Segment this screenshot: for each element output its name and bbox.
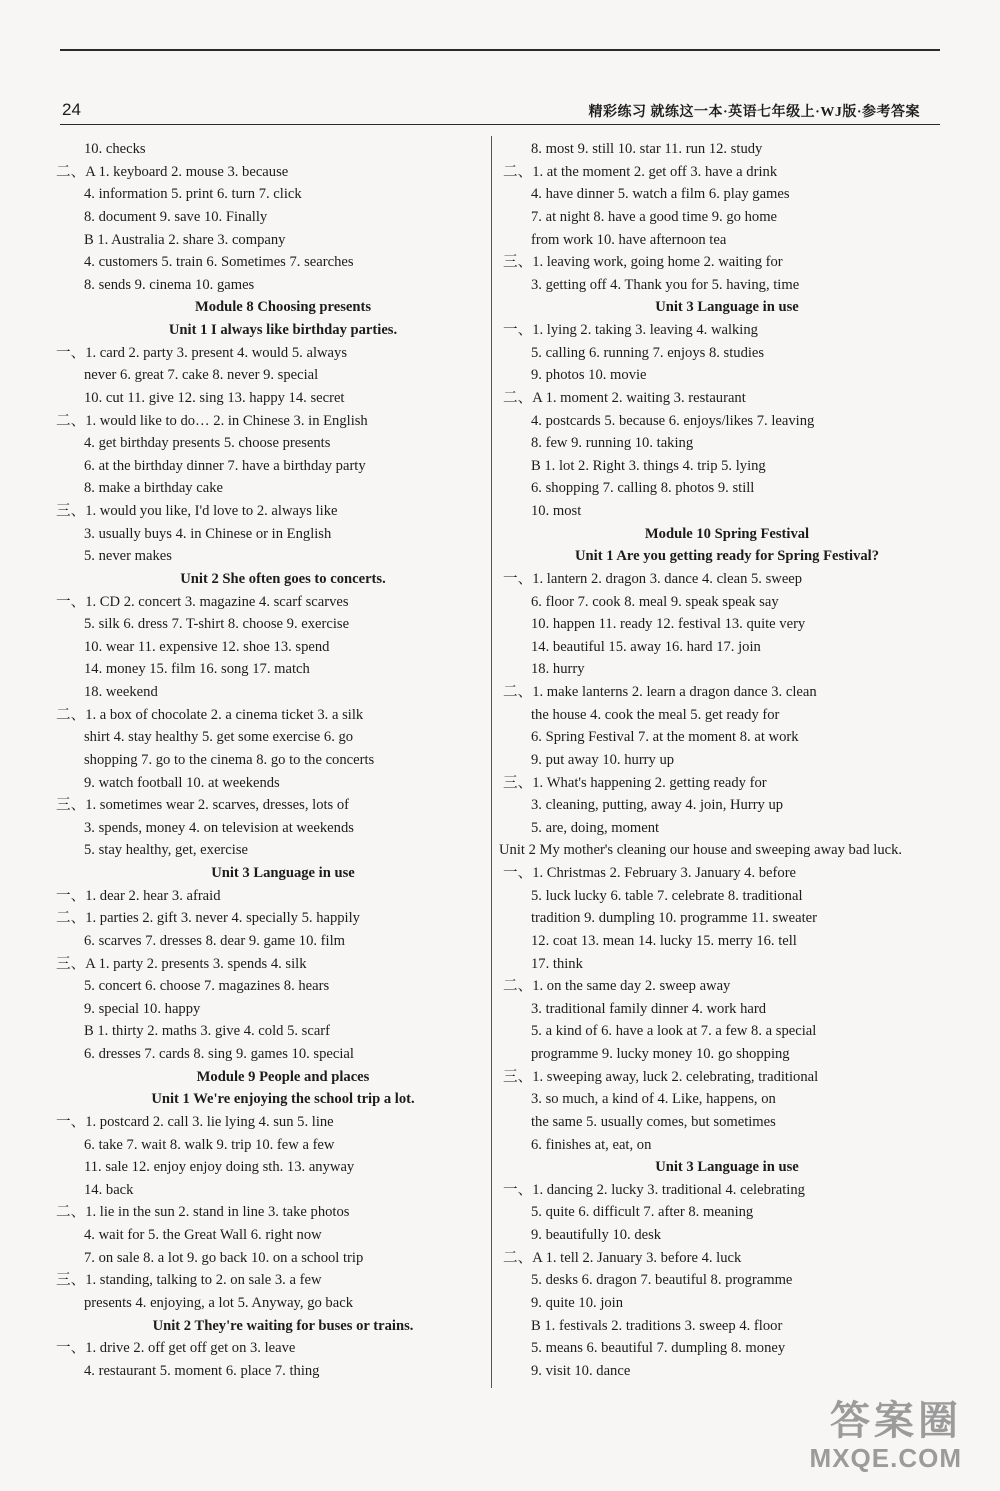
answer-line: 3. so much, a kind of 4. Like, happens, on	[531, 1091, 776, 1108]
answer-line: 二、1. would like to do… 2. in Chinese 3. in English	[56, 412, 368, 429]
answer-line: 4. get birthday presents 5. choose presents	[84, 435, 331, 452]
top-rule	[60, 49, 940, 51]
answer-line: from work 10. have afternoon tea	[531, 231, 727, 248]
header-rule	[60, 124, 940, 125]
answer-line: 6. finishes at, eat, on	[531, 1136, 652, 1153]
answer-line: 一、1. card 2. party 3. present 4. would 5. always	[56, 344, 347, 361]
answer-line: 一、1. drive 2. off get off get on 3. leave	[56, 1340, 296, 1357]
answer-line: 二、1. make lanterns 2. learn a dragon dance 3. clean	[503, 684, 817, 700]
answer-line: 三、A 1. party 2. presents 3. spends 4. silk	[56, 955, 307, 972]
answer-line: shirt 4. stay healthy 5. get some exercise 6. go	[84, 729, 354, 746]
answer-line: 三、1. leaving work, going home 2. waiting for	[503, 254, 783, 271]
answer-line: 5. desks 6. dragon 7. beautiful 8. programme	[531, 1272, 793, 1289]
answer-line: 18. hurry	[531, 661, 585, 678]
answer-line: 14. back	[84, 1181, 134, 1198]
answer-line: 4. information 5. print 6. turn 7. click	[84, 186, 302, 203]
answer-line: 一、1. Christmas 2. February 3. January 4. before	[503, 865, 797, 881]
answer-line: 一、1. postcard 2. call 3. lie lying 4. sun 5. line	[56, 1113, 334, 1130]
answer-line: 10. most	[531, 503, 582, 519]
answer-line: 10. wear 11. expensive 12. shoe 13. spend	[84, 638, 330, 655]
answer-line: 二、1. lie in the sun 2. stand in line 3. take photos	[56, 1204, 350, 1221]
answer-line: 8. most 9. still 10. star 11. run 12. study	[531, 141, 763, 157]
answer-line: 二、1. parties 2. gift 3. never 4. specially 5. happily	[56, 910, 360, 927]
answer-line: 三、1. sweeping away, luck 2. celebrating, traditional	[503, 1068, 819, 1085]
answer-line: 三、1. standing, talking to 2. on sale 3. a few	[56, 1272, 322, 1289]
answer-line: 18. weekend	[84, 684, 158, 700]
answer-line: 二、A 1. keyboard 2. mouse 3. because	[56, 163, 289, 180]
answer-line: 5. stay healthy, get, exercise	[84, 842, 248, 859]
section-heading: Unit 2 They're waiting for buses or trains.	[152, 1317, 414, 1334]
answer-line: 3. spends, money 4. on television at weekends	[84, 819, 354, 836]
answer-line: B 1. lot 2. Right 3. things 4. trip 5. lying	[531, 457, 766, 474]
answer-line: 4. customers 5. train 6. Sometimes 7. searches	[84, 254, 354, 271]
answer-line: 一、1. dear 2. hear 3. afraid	[56, 887, 221, 904]
answer-line: 5. means 6. beautiful 7. dumpling 8. money	[531, 1340, 786, 1357]
answer-line: 9. visit 10. dance	[531, 1362, 631, 1379]
watermark-logo-text: 答案圈	[830, 1399, 962, 1443]
answer-line: 9. put away 10. hurry up	[531, 751, 675, 768]
answer-line: 10. cut 11. give 12. sing 13. happy 14. secret	[84, 389, 345, 406]
answer-line: 4. postcards 5. because 6. enjoys/likes 7. leaving	[531, 412, 815, 429]
answer-line: 6. floor 7. cook 8. meal 9. speak speak say	[531, 593, 779, 610]
answer-line: presents 4. enjoying, a lot 5. Anyway, go back	[84, 1294, 353, 1311]
answer-line: 4. have dinner 5. watch a film 6. play games	[531, 186, 790, 203]
answer-line: 14. beautiful 15. away 16. hard 17. join	[531, 638, 761, 655]
answer-line: 8. few 9. running 10. taking	[531, 435, 694, 452]
answer-line: 6. scarves 7. dresses 8. dear 9. game 10. film	[84, 932, 345, 949]
answer-line: 一、1. dancing 2. lucky 3. traditional 4. celebrating	[503, 1181, 805, 1198]
answer-line: 4. restaurant 5. moment 6. place 7. thing	[84, 1362, 320, 1379]
answer-line: never 6. great 7. cake 8. never 9. special	[84, 367, 319, 384]
answer-line: 7. at night 8. have a good time 9. go home	[531, 208, 778, 225]
section-heading: Unit 1 Are you getting ready for Spring Festival?	[574, 548, 880, 565]
answer-line: B 1. thirty 2. maths 3. give 4. cold 5. scarf	[84, 1023, 331, 1040]
answer-line: 6. shopping 7. calling 8. photos 9. still	[531, 480, 755, 497]
answer-line: 6. dresses 7. cards 8. sing 9. games 10. special	[84, 1046, 354, 1062]
answer-line: 三、1. would you like, I'd love to 2. always like	[56, 503, 338, 519]
answer-line: 6. at the birthday dinner 7. have a birthday party	[84, 457, 366, 474]
answer-line: 二、1. a box of chocolate 2. a cinema ticket 3. a silk	[56, 706, 364, 723]
answer-line: Unit 2 My mother's cleaning our house and sweeping away bad luck.	[499, 842, 903, 859]
answer-line: 5. silk 6. dress 7. T-shirt 8. choose 9. exercise	[84, 616, 350, 633]
right-column	[499, 138, 923, 1382]
answer-line: B 1. Australia 2. share 3. company	[84, 231, 286, 248]
answer-line: 4. wait for 5. the Great Wall 6. right now	[84, 1227, 322, 1243]
answer-line: 5. never makes	[84, 548, 172, 565]
answer-line: the house 4. cook the meal 5. get ready for	[531, 706, 780, 723]
answer-line: 一、1. CD 2. concert 3. magazine 4. scarf scarves	[56, 593, 349, 610]
answer-line: 10. checks	[84, 141, 146, 157]
section-heading: Unit 3 Language in use	[655, 1159, 799, 1176]
section-heading: Module 9 People and places	[196, 1068, 370, 1085]
answer-line: 三、1. What's happening 2. getting ready for	[503, 774, 767, 791]
answer-line: 一、1. lying 2. taking 3. leaving 4. walking	[503, 322, 758, 338]
answer-line: 12. coat 13. mean 14. lucky 15. merry 16. tell	[531, 932, 797, 949]
answer-line: 9. quite 10. join	[531, 1294, 624, 1311]
answer-line: the same 5. usually comes, but sometimes	[531, 1113, 776, 1130]
answer-line: 5. a kind of 6. have a look at 7. a few 8. a special	[531, 1023, 817, 1040]
section-heading: Module 10 Spring Festival	[644, 525, 810, 542]
answer-line: 11. sale 12. enjoy enjoy doing sth. 13. anyway	[84, 1159, 355, 1176]
column-divider	[491, 136, 492, 1388]
answer-line: 5. calling 6. running 7. enjoys 8. studies	[531, 344, 765, 361]
answer-line: 6. take 7. wait 8. walk 9. trip 10. few a few	[84, 1136, 335, 1153]
answer-line: 3. traditional family dinner 4. work hard	[531, 1000, 767, 1017]
answer-line: 9. photos 10. movie	[531, 367, 647, 384]
answer-line: 8. make a birthday cake	[84, 480, 223, 497]
answer-line: 10. happen 11. ready 12. festival 13. quite very	[531, 616, 806, 633]
answer-line: 3. cleaning, putting, away 4. join, Hurry up	[531, 797, 784, 814]
answer-line: 3. getting off 4. Thank you for 5. having, time	[531, 276, 800, 293]
page-number: 24	[62, 100, 81, 119]
answer-line: tradition 9. dumpling 10. programme 11. sweater	[531, 910, 818, 927]
answer-line: 5. are, doing, moment	[531, 819, 660, 836]
answer-line: shopping 7. go to the cinema 8. go to the concerts	[84, 751, 375, 768]
section-heading: Module 8 Choosing presents	[194, 299, 372, 316]
answer-line: 6. Spring Festival 7. at the moment 8. at work	[531, 729, 799, 746]
answer-line: 8. sends 9. cinema 10. games	[84, 276, 255, 293]
answer-line: 9. beautifully 10. desk	[531, 1227, 662, 1243]
answer-line: 三、1. sometimes wear 2. scarves, dresses, lots of	[56, 797, 350, 814]
running-header: 精彩练习 就练这一本·英语七年级上·WJ版·参考答案	[588, 105, 920, 120]
answer-line: 9. watch football 10. at weekends	[84, 774, 280, 791]
answer-line: B 1. festivals 2. traditions 3. sweep 4. floor	[531, 1317, 783, 1334]
answer-line: 二、A 1. moment 2. waiting 3. restaurant	[503, 389, 746, 406]
answer-line: 5. quite 6. difficult 7. after 8. meaning	[531, 1204, 754, 1221]
section-heading: Unit 1 I always like birthday parties.	[168, 322, 398, 338]
section-heading: Unit 3 Language in use	[655, 299, 799, 316]
answer-line: 7. on sale 8. a lot 9. go back 10. on a school trip	[84, 1249, 364, 1266]
watermark	[810, 1399, 962, 1473]
left-column	[56, 138, 482, 1382]
answer-line: 9. special 10. happy	[84, 1000, 201, 1017]
answer-line: 14. money 15. film 16. song 17. match	[84, 661, 310, 678]
answer-line: 一、1. lantern 2. dragon 3. dance 4. clean 5. sweep	[503, 570, 803, 587]
section-heading: Unit 1 We're enjoying the school trip a lot.	[151, 1091, 415, 1108]
watermark-site: MXQE.COM	[809, 1443, 962, 1473]
section-heading: Unit 3 Language in use	[211, 865, 355, 881]
answer-line: programme 9. lucky money 10. go shopping	[531, 1046, 790, 1062]
answer-line: 3. usually buys 4. in Chinese or in English	[84, 525, 332, 542]
answer-line: 17. think	[531, 955, 583, 972]
section-heading: Unit 2 She often goes to concerts.	[180, 570, 386, 587]
answer-line: 8. document 9. save 10. Finally	[84, 208, 268, 225]
answer-line: 二、1. on the same day 2. sweep away	[503, 978, 731, 995]
answer-line: 5. luck lucky 6. table 7. celebrate 8. traditional	[531, 887, 803, 904]
answer-line: 二、1. at the moment 2. get off 3. have a drink	[503, 163, 778, 180]
answer-line: 二、A 1. tell 2. January 3. before 4. luck	[503, 1249, 742, 1266]
answer-line: 5. concert 6. choose 7. magazines 8. hears	[84, 978, 330, 995]
